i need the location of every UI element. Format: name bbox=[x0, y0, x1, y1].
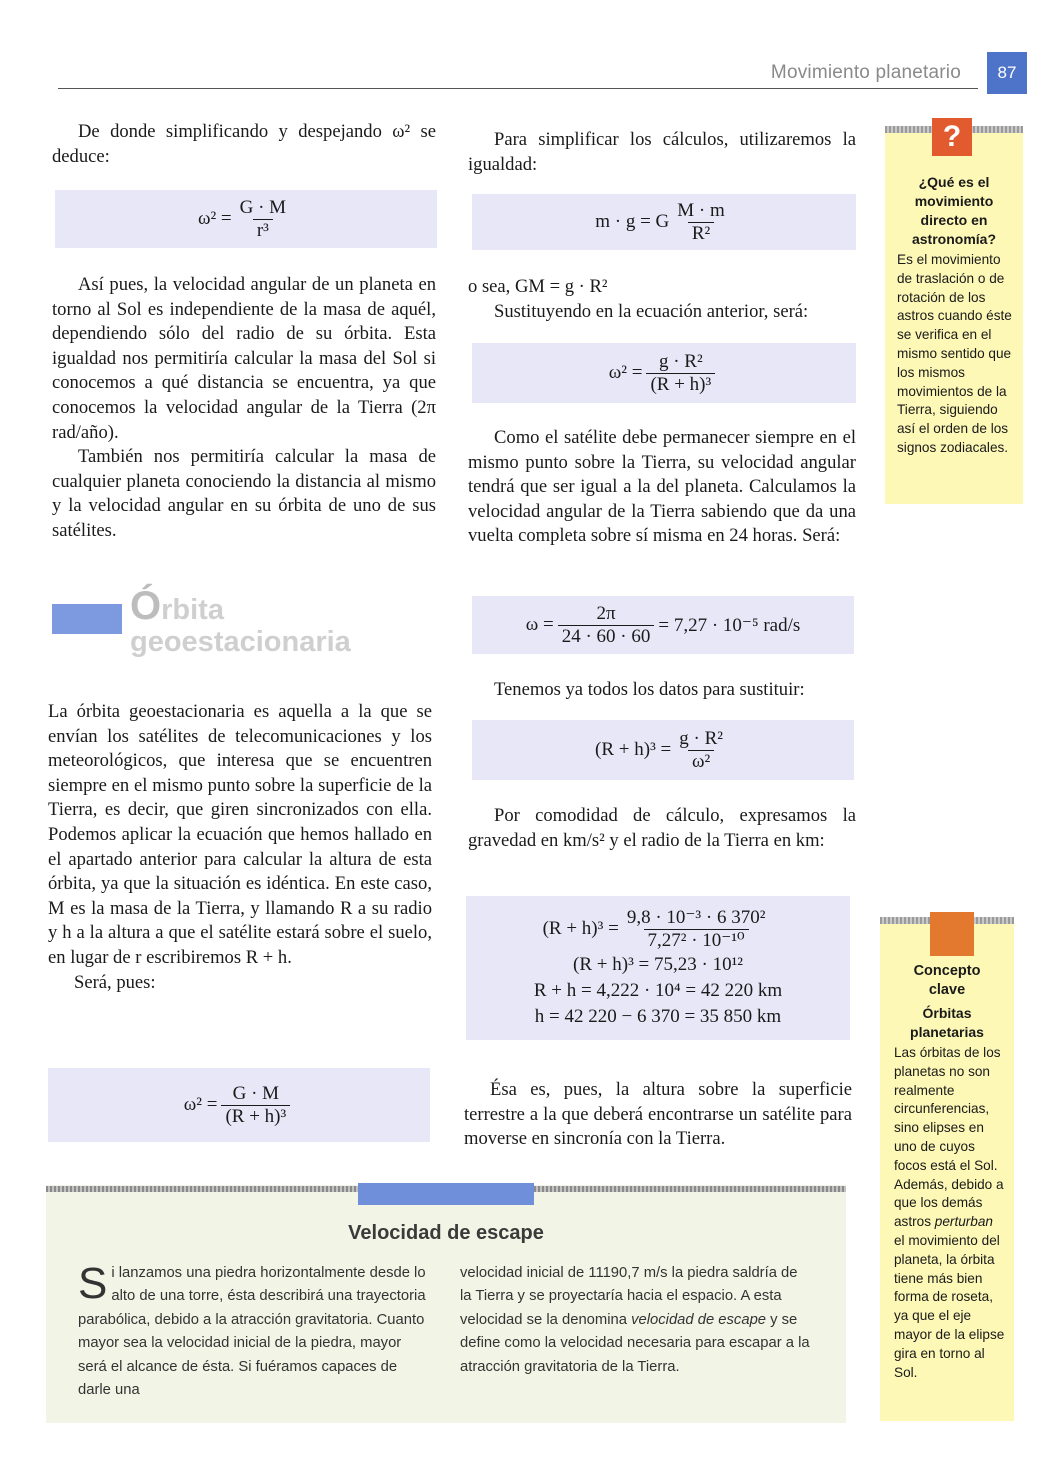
fraction bbox=[675, 728, 727, 773]
sidebar-note-question bbox=[885, 126, 1023, 504]
escape-text-emphasis: velocidad de escape bbox=[631, 1311, 767, 1328]
formula-mg bbox=[472, 194, 856, 250]
calc-line-4: h = 42 220 − 6 370 = 35 850 km bbox=[534, 1005, 782, 1027]
key-concept-icon bbox=[930, 912, 974, 956]
numerator: G · M bbox=[239, 196, 287, 218]
paragraph: Por comodidad de cálculo, expresamos la gravedad en km/s² y el radio de la Tierra en km: bbox=[468, 805, 856, 851]
numerator: g · R² bbox=[658, 350, 703, 372]
fraction bbox=[558, 603, 655, 648]
note-subheading: Órbitas planetarias bbox=[910, 1005, 984, 1040]
fraction bbox=[673, 200, 729, 245]
numerator: g · R² bbox=[679, 727, 723, 749]
escape-text: i lanzamos una piedra horizontalmente desde lo alto de una torre, ésta describirá una trayectoria parabólica, debido a la atracción gravitatoria. Cuanto mayor sea la velocidad inicial de la piedra, mayor será el alcance de ésta. Si fuéramos capaces de darle una bbox=[78, 1265, 426, 1399]
note-heading: Concepto clave bbox=[913, 963, 981, 998]
paragraph: Será, pues: bbox=[74, 971, 156, 993]
denominator: 7,27² · 10⁻¹⁰ bbox=[644, 929, 749, 952]
question-mark-icon: ? bbox=[932, 118, 972, 156]
note-body bbox=[880, 1042, 1014, 1382]
running-title: Movimiento planetario bbox=[770, 62, 961, 83]
paragraph: También nos permitiría calcular la masa de cualquier planeta conociendo la distancia al mismo y la velocidad angular en su órbita de uno de sus satélites. bbox=[52, 446, 436, 541]
calc-line-1 bbox=[543, 907, 774, 952]
denominator: r³ bbox=[253, 219, 273, 242]
fraction bbox=[221, 1083, 290, 1128]
header-rule bbox=[58, 88, 978, 89]
formula-rhs: = 7,27 · 10⁻⁵ rad/s bbox=[658, 614, 801, 636]
section-title-line1: rbita bbox=[161, 594, 224, 626]
formula-lhs: (R + h)³ = bbox=[542, 918, 619, 939]
escape-text: velocidad inicial de 11190,7 m/s la piedra saldría de la Tierra y se proyectaría hacia el espacio. A esta velocidad se la denomina bbox=[460, 1265, 798, 1328]
right-column-top bbox=[468, 128, 856, 177]
fraction bbox=[236, 197, 290, 242]
numerator: M · m bbox=[677, 199, 725, 221]
paragraph: Como el satélite debe permanecer siempre en el mismo punto sobre la Tierra, su velocidad angular tendrá que ser igual a la del planeta. Calculamos la velocidad angular de la Tierra sabiendo que da una vuelta completa sobre sí misma en 24 horas. Será: bbox=[468, 427, 856, 547]
note-heading: ¿Qué es el movimiento directo en astronomía? bbox=[911, 174, 996, 247]
left-column-middle bbox=[52, 273, 436, 544]
formula-omega-r bbox=[55, 190, 437, 248]
paragraph: La órbita geoestacionaria es aquella a la que se envían los satélites de telecomunicaciones y los meteorológicos, que interesa que se encuentren siempre en el mismo punto sobre la superficie de la Tierra, es decir, que giren sincronizados con ella. Podemos aplicar la ecuación que hemos hallado en el apartado anterior para calcular la altura de esta órbita, ya que la situación es idéntica. En este caso, M es la masa de la Tierra, y llamando R a su radio y h a la altura a que el satélite estará sobre el suelo, en lugar de r escribiremos R + h. bbox=[48, 701, 432, 968]
page-number: 87 bbox=[987, 52, 1027, 94]
left-column-top bbox=[52, 120, 436, 169]
right-column-bottom bbox=[464, 1078, 852, 1152]
escape-text: y se define como la velocidad necesaria para escapar a la atracción gravitatoria de la Tierra. bbox=[460, 1311, 810, 1375]
calc-line-2: (R + h)³ = 75,23 · 10¹² bbox=[573, 953, 743, 975]
right-column-second bbox=[468, 275, 856, 324]
denominator: R² bbox=[688, 222, 714, 245]
formula-omega-value bbox=[472, 596, 854, 654]
denominator: (R + h)³ bbox=[646, 373, 715, 396]
drop-cap: S bbox=[78, 1259, 108, 1308]
denominator: ω² bbox=[688, 750, 714, 773]
formula-omega-g bbox=[472, 343, 856, 403]
formula-lhs: (R + h)³ = bbox=[595, 739, 672, 760]
note-body-emphasis: perturban bbox=[934, 1214, 993, 1230]
sidebar-note-key-concept bbox=[880, 917, 1014, 1421]
paragraph: Tenemos ya todos los datos para sustituir: bbox=[494, 679, 805, 700]
escape-box-tab bbox=[358, 1183, 534, 1205]
note-body: Es el movimiento de traslación o de rotación de los astros cuando éste se verifica en el mismo sentido que los mismos movimientos de la Tierra, siguiendo así el orden de los signos zodiacales. bbox=[897, 252, 1012, 455]
calc-line-3: R + h = 4,222 · 10⁴ = 42 220 km bbox=[533, 979, 783, 1001]
right-column-third bbox=[468, 426, 856, 549]
formula-lhs: m · g = G bbox=[595, 211, 670, 232]
paragraph: o sea, GM = g · R² bbox=[468, 276, 608, 297]
right-column-fourth bbox=[468, 678, 856, 703]
section-title-line2: geoestacionaria bbox=[130, 626, 351, 658]
formula-lhs: ω² = bbox=[183, 1094, 218, 1115]
section-title bbox=[130, 584, 351, 658]
paragraph: De donde simplificando y despejando ω² se deduce: bbox=[52, 121, 436, 167]
fraction bbox=[646, 351, 715, 396]
right-column-fifth bbox=[468, 804, 856, 853]
formula-omega-rh bbox=[48, 1068, 430, 1142]
formula-lhs: ω = bbox=[525, 614, 554, 635]
paragraph: Para simplificar los cálculos, utilizaremos la igualdad: bbox=[468, 129, 856, 175]
left-column-bottom bbox=[48, 700, 432, 995]
paragraph: Sustituyendo en la ecuación anterior, será: bbox=[494, 300, 809, 322]
section-title-initial: Ó bbox=[130, 584, 162, 628]
paragraph: Ésa es, pues, la altura sobre la superficie terrestre a la que deberá encontrarse un satélite para moverse en sincronía con la Tierra. bbox=[464, 1079, 852, 1150]
formula-altitude-calculation bbox=[466, 896, 850, 1040]
escape-box-title: Velocidad de escape bbox=[348, 1222, 544, 1244]
fraction bbox=[623, 907, 770, 952]
section-marker bbox=[52, 604, 122, 634]
note-body-text: el movimiento del planeta, la órbita tiene más bien forma de roseta, ya que el eje mayor de la elipse gira en torno al Sol. bbox=[894, 1232, 1005, 1380]
formula-lhs: ω² = bbox=[197, 208, 232, 229]
escape-box-left-text bbox=[78, 1259, 428, 1402]
numerator: G · M bbox=[232, 1082, 280, 1104]
formula-lhs: ω² = bbox=[608, 362, 643, 383]
numerator: 2π bbox=[596, 602, 616, 624]
numerator: 9,8 · 10⁻³ · 6 370² bbox=[626, 906, 766, 928]
paragraph: Así pues, la velocidad angular de un planeta en torno al Sol es independiente de la masa de aquél, dependiendo sólo del radio de su órbita. Esta igualdad nos permitiría calcular la masa del Sol si conocemos a qué distancia se encuentra, ya que conocemos la velocidad angular de la Tierra (2π rad/año). bbox=[52, 274, 436, 443]
escape-box-right-text bbox=[460, 1262, 810, 1379]
formula-rh3 bbox=[472, 720, 854, 780]
note-body-text: Las órbitas de los planetas no son realmente circunferencias, sino elipses en uno de cuyos focos está el Sol. Además, debido a que los demás astros bbox=[894, 1045, 1004, 1230]
denominator: 24 · 60 · 60 bbox=[558, 625, 655, 648]
denominator: (R + h)³ bbox=[221, 1105, 290, 1128]
